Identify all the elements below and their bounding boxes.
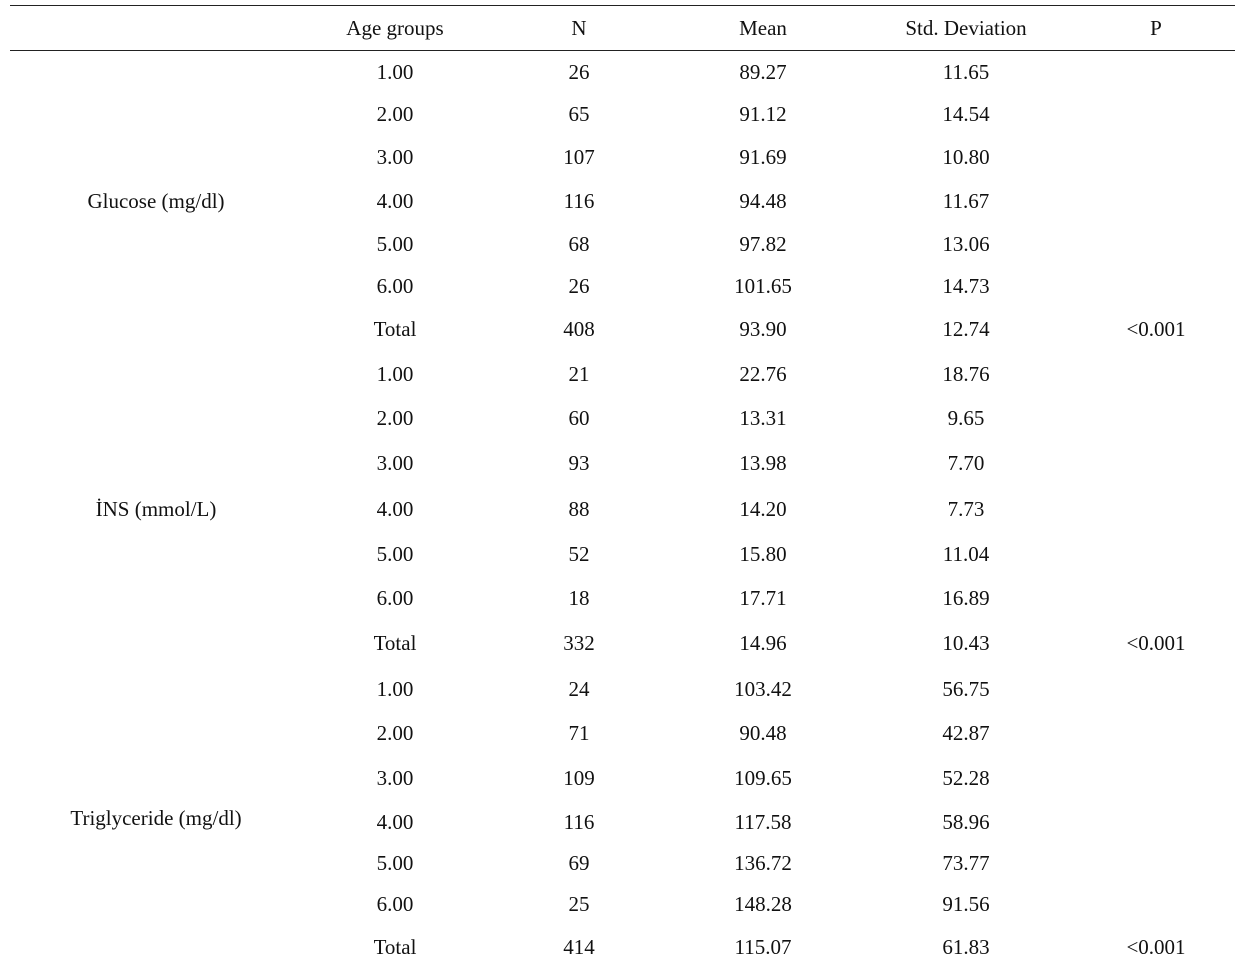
- cell-age-group: 6.00: [376, 274, 414, 298]
- cell-n: 93: [568, 451, 590, 475]
- cell-n: 26: [568, 274, 590, 298]
- variable-label: Glucose (mg/dl): [87, 189, 225, 213]
- cell-mean: 91.12: [739, 102, 787, 126]
- cell-mean: 93.90: [739, 317, 787, 341]
- cell-std-deviation: 91.56: [942, 892, 990, 916]
- cell-std-deviation: 52.28: [942, 766, 990, 790]
- header-mean: Mean: [739, 16, 787, 40]
- cell-std-deviation: 11.04: [942, 542, 990, 566]
- cell-std-deviation: 9.65: [947, 406, 985, 430]
- header-p: P: [1150, 16, 1162, 40]
- cell-std-deviation: 58.96: [942, 810, 990, 834]
- cell-std-deviation: 12.74: [942, 317, 990, 341]
- cell-age-group: 1.00: [376, 60, 414, 84]
- cell-mean: 14.20: [739, 497, 787, 521]
- cell-std-deviation: 11.65: [942, 60, 990, 84]
- cell-n: 60: [568, 406, 590, 430]
- cell-p-value: <0.001: [1126, 631, 1186, 655]
- cell-p-value: <0.001: [1126, 935, 1186, 959]
- cell-mean: 89.27: [739, 60, 787, 84]
- cell-mean: 90.48: [739, 721, 787, 745]
- cell-n: 69: [568, 851, 590, 875]
- cell-age-group: 6.00: [376, 586, 414, 610]
- header-age-groups: Age groups: [346, 16, 444, 40]
- cell-age-group: 3.00: [376, 145, 414, 169]
- cell-mean: 115.07: [734, 935, 792, 959]
- cell-n: 414: [563, 935, 595, 959]
- cell-n: 65: [568, 102, 590, 126]
- header-std-deviation: Std. Deviation: [905, 16, 1027, 40]
- cell-mean: 136.72: [734, 851, 792, 875]
- cell-age-group: 4.00: [376, 189, 414, 213]
- cell-age-group: 1.00: [376, 362, 414, 386]
- cell-std-deviation: 16.89: [942, 586, 990, 610]
- cell-mean: 103.42: [734, 677, 792, 701]
- cell-mean: 94.48: [739, 189, 787, 213]
- cell-std-deviation: 11.67: [942, 189, 990, 213]
- cell-age-group: 3.00: [376, 451, 414, 475]
- cell-std-deviation: 10.80: [942, 145, 990, 169]
- cell-mean: 15.80: [739, 542, 787, 566]
- cell-age-group: 5.00: [376, 542, 414, 566]
- cell-mean: 13.31: [739, 406, 787, 430]
- cell-n: 408: [563, 317, 595, 341]
- cell-n: 68: [568, 232, 590, 256]
- cell-age-group: 2.00: [376, 102, 414, 126]
- cell-mean: 22.76: [739, 362, 787, 386]
- cell-std-deviation: 56.75: [942, 677, 990, 701]
- cell-age-group: 4.00: [376, 810, 414, 834]
- cell-age-group: 5.00: [376, 232, 414, 256]
- cell-std-deviation: 73.77: [942, 851, 990, 875]
- cell-std-deviation: 42.87: [942, 721, 990, 745]
- cell-std-deviation: 7.70: [947, 451, 985, 475]
- table-top-rule: [10, 5, 1235, 6]
- cell-std-deviation: 14.73: [942, 274, 990, 298]
- cell-n: 107: [563, 145, 595, 169]
- table-header-rule: [10, 50, 1235, 51]
- cell-mean: 97.82: [739, 232, 787, 256]
- cell-mean: 13.98: [739, 451, 787, 475]
- cell-age-group: 5.00: [376, 851, 414, 875]
- cell-n: 52: [568, 542, 590, 566]
- cell-n: 25: [568, 892, 590, 916]
- cell-std-deviation: 7.73: [947, 497, 985, 521]
- cell-n: 24: [568, 677, 590, 701]
- variable-label: Triglyceride (mg/dl): [70, 806, 242, 830]
- cell-mean: 14.96: [739, 631, 787, 655]
- cell-mean: 17.71: [739, 586, 787, 610]
- cell-n: 26: [568, 60, 590, 84]
- cell-n: 116: [563, 810, 595, 834]
- cell-age-group: 3.00: [376, 766, 414, 790]
- cell-age-group: 2.00: [376, 721, 414, 745]
- variable-label: İNS (mmol/L): [95, 497, 217, 521]
- cell-std-deviation: 61.83: [942, 935, 990, 959]
- cell-age-group: 1.00: [376, 677, 414, 701]
- cell-mean: 117.58: [734, 810, 792, 834]
- cell-mean: 91.69: [739, 145, 787, 169]
- cell-age-group: Total: [373, 935, 417, 959]
- cell-age-group: 2.00: [376, 406, 414, 430]
- cell-std-deviation: 10.43: [942, 631, 990, 655]
- cell-std-deviation: 13.06: [942, 232, 990, 256]
- cell-mean: 109.65: [734, 766, 792, 790]
- cell-std-deviation: 18.76: [942, 362, 990, 386]
- cell-n: 116: [563, 189, 595, 213]
- cell-n: 21: [568, 362, 590, 386]
- header-n: N: [571, 16, 587, 40]
- cell-n: 18: [568, 586, 590, 610]
- cell-mean: 101.65: [734, 274, 792, 298]
- cell-std-deviation: 14.54: [942, 102, 990, 126]
- cell-age-group: Total: [373, 317, 417, 341]
- cell-n: 109: [563, 766, 595, 790]
- cell-n: 88: [568, 497, 590, 521]
- cell-p-value: <0.001: [1126, 317, 1186, 341]
- cell-age-group: 6.00: [376, 892, 414, 916]
- cell-n: 71: [568, 721, 590, 745]
- cell-age-group: 4.00: [376, 497, 414, 521]
- cell-age-group: Total: [373, 631, 417, 655]
- cell-mean: 148.28: [734, 892, 792, 916]
- cell-n: 332: [563, 631, 595, 655]
